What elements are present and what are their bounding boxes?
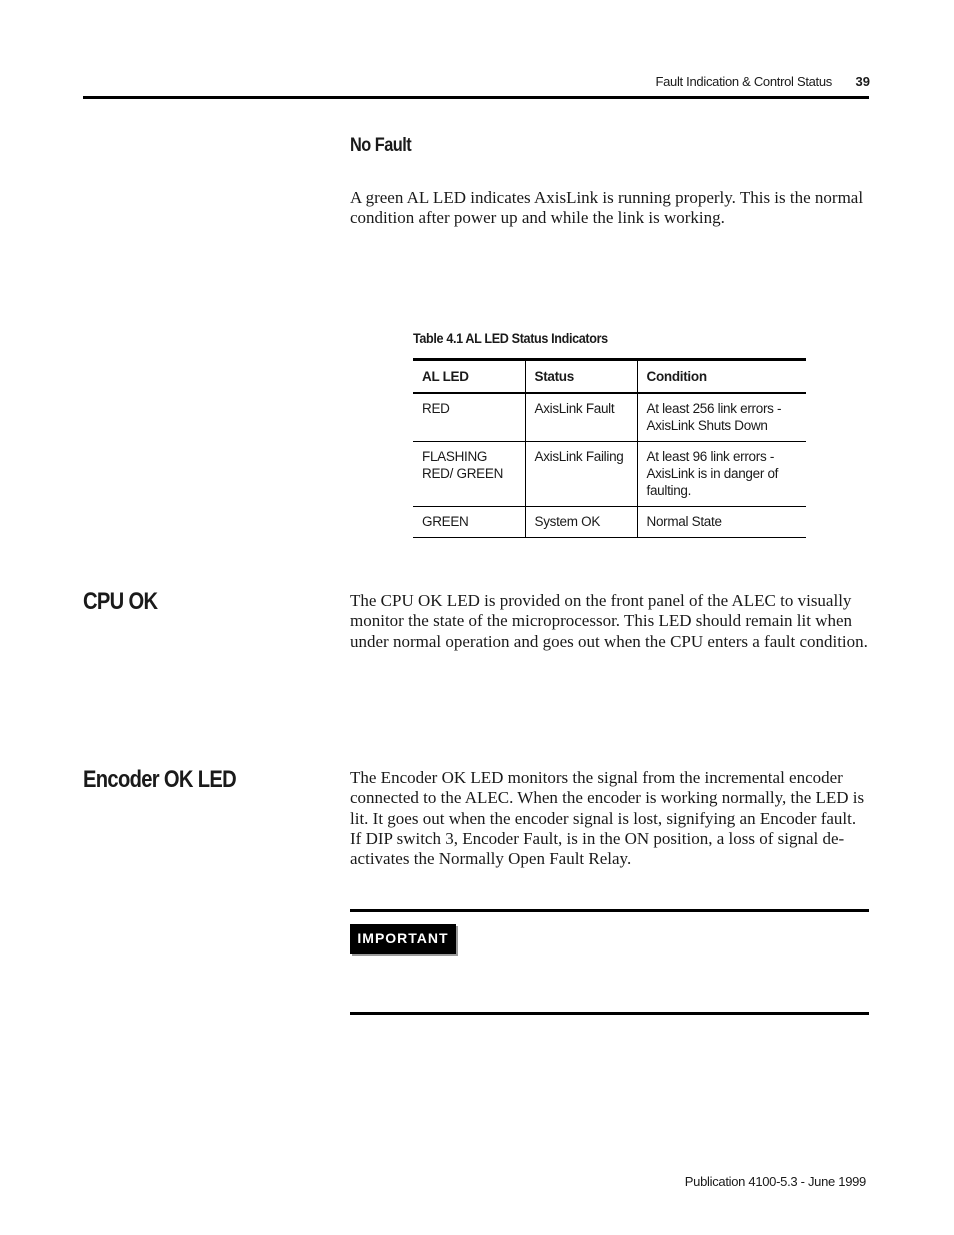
- important-top-rule: [350, 909, 869, 912]
- table-cell-condition: At least 96 link errors - AxisLink is in danger of faulting.: [637, 442, 806, 507]
- table-cell-al-led: RED: [413, 393, 525, 442]
- column-header-status: Status: [525, 360, 637, 394]
- table-cell-al-led: GREEN: [413, 507, 525, 538]
- encoder-ok-paragraph: The Encoder OK LED monitors the signal from the incremental encoder connected to the ALEC. When the encoder is working normally, the LED is lit. It goes out when the encoder signal is lost, signifying an Encoder fault. If DIP switch 3, Encoder Fault, is in the ON position, a loss of signal de-activates the Normally Open Fault Relay.: [350, 768, 865, 869]
- table-row: [413, 393, 806, 442]
- no-fault-heading: No Fault: [350, 135, 412, 156]
- no-fault-paragraph: A green AL LED indicates AxisLink is running properly. This is the normal condition after power up and while the link is working.: [350, 188, 864, 228]
- header-rule: [83, 96, 869, 99]
- table-cell-status: AxisLink Fault: [525, 393, 637, 442]
- publication-footer: Publication 4100-5.3 - June 1999: [684, 1174, 866, 1189]
- cpu-ok-paragraph: The CPU OK LED is provided on the front panel of the ALEC to visually monitor the state of the microprocessor. This LED should remain lit when under normal operation and goes out when the CPU enters a fault condition.: [350, 591, 868, 651]
- al-led-status-table: [413, 358, 806, 538]
- table-cell-condition: At least 256 link errors - AxisLink Shuts Down: [637, 393, 806, 442]
- table-row: [413, 442, 806, 507]
- important-label: IMPORTANT: [350, 924, 456, 954]
- table-cell-status: AxisLink Failing: [525, 442, 637, 507]
- important-bottom-rule: [350, 1012, 869, 1015]
- column-header-condition: Condition: [637, 360, 806, 394]
- column-header-al-led: AL LED: [413, 360, 525, 394]
- table-row: [413, 507, 806, 538]
- cpu-ok-heading: CPU OK: [83, 588, 158, 615]
- table-cell-al-led: FLASHING RED/ GREEN: [413, 442, 525, 507]
- page-number: 39: [855, 74, 870, 89]
- table-cell-status: System OK: [525, 507, 637, 538]
- encoder-ok-heading: Encoder OK LED: [83, 766, 237, 793]
- running-header-title: Fault Indication & Control Status: [655, 74, 832, 89]
- table-cell-condition: Normal State: [637, 507, 806, 538]
- table-caption: Table 4.1 AL LED Status Indicators: [413, 330, 608, 346]
- table-header-row: [413, 360, 806, 394]
